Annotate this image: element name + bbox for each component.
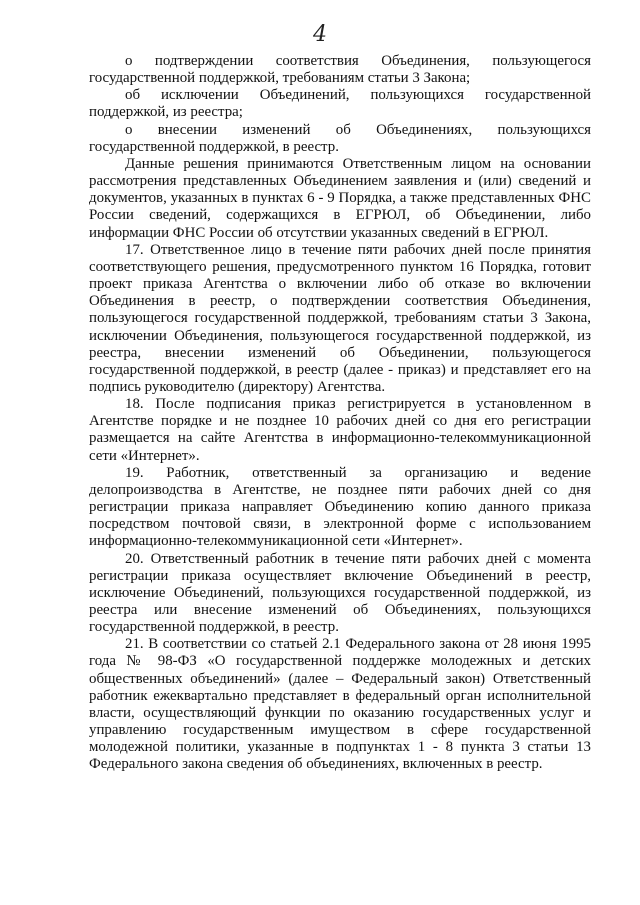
paragraph: 20. Ответственный работник в течение пяти рабочих дней с момента регистрации приказа осуществляет включение Объединений в реестр, исключение Объединений, пользующихся государственной поддержкой, из реестра или внесение изменений об Объединениях, пользующихся государственной поддержкой, в реестр. xyxy=(89,550,591,636)
paragraph: Данные решения принимаются Ответственным лицом на основании рассмотрения представленных Объединением заявления и (или) сведений и документов, указанных в пунктах 6 - 9 Порядка, а также представленных ФНС России сведений, содержащихся в ЕГРЮЛ, об Объединении, либо информации ФНС России об отсутствии указанных сведений в ЕГРЮЛ. xyxy=(89,155,591,241)
paragraph: 19. Работник, ответственный за организацию и ведение делопроизводства в Агентстве, не позднее пяти рабочих дней со дня регистрации приказа направляет Объединению копию данного приказа посредством почтовой связи, в электронной форме с использованием информационно-телекоммуникационной сети «Интернет». xyxy=(89,464,591,550)
paragraph: 21. В соответствии со статьей 2.1 Федерального закона от 28 июня 1995 года № 98-ФЗ «О государственной поддержке молодежных и детских общественных объединений» (далее – Федеральный закон) Ответственный работник ежеквартально представляет в федеральный орган исполнительной власти, осуществляющий функции по оказанию государственных услуг и управлению государственным имуществом в сфере государственной молодежной политики, указанные в подпунктах 1 - 8 пункта 3 статьи 13 Федерального закона сведения об объединениях, включенных в реестр. xyxy=(89,636,591,773)
page-number: 4 xyxy=(313,22,327,47)
paragraph: о подтверждении соответствия Объединения, пользующегося государственной поддержкой, требованиям статьи 3 Закона; xyxy=(89,53,591,87)
paragraph: о внесении изменений об Объединениях, пользующихся государственной поддержкой, в реестр. xyxy=(89,121,591,155)
paragraph: 17. Ответственное лицо в течение пяти рабочих дней после принятия соответствующего решения, предусмотренного пунктом 16 Порядка, готовит проект приказа Агентства о включении либо об отказе во включении Объединения в реестр, о подтверждении соответствия Объединения, пользующегося государственной поддержкой, требованиям статьи 3 Закона, исключении Объединения, пользующегося государственной поддержкой, из реестра, внесении изменений об Объединении, пользующегося государственной поддержкой, в реестр (далее - приказ) и представляет его на подпись руководителю (директору) Агентства. xyxy=(89,241,591,395)
paragraph: об исключении Объединений, пользующихся государственной поддержкой, из реестра; xyxy=(89,87,591,121)
paragraph: 18. После подписания приказ регистрируется в установленном в Агентстве порядке и не позднее 10 рабочих дней со дня его регистрации размещается на сайте Агентства в информационно-телекоммуникационной сети «Интернет». xyxy=(89,396,591,464)
document-body xyxy=(89,53,591,774)
